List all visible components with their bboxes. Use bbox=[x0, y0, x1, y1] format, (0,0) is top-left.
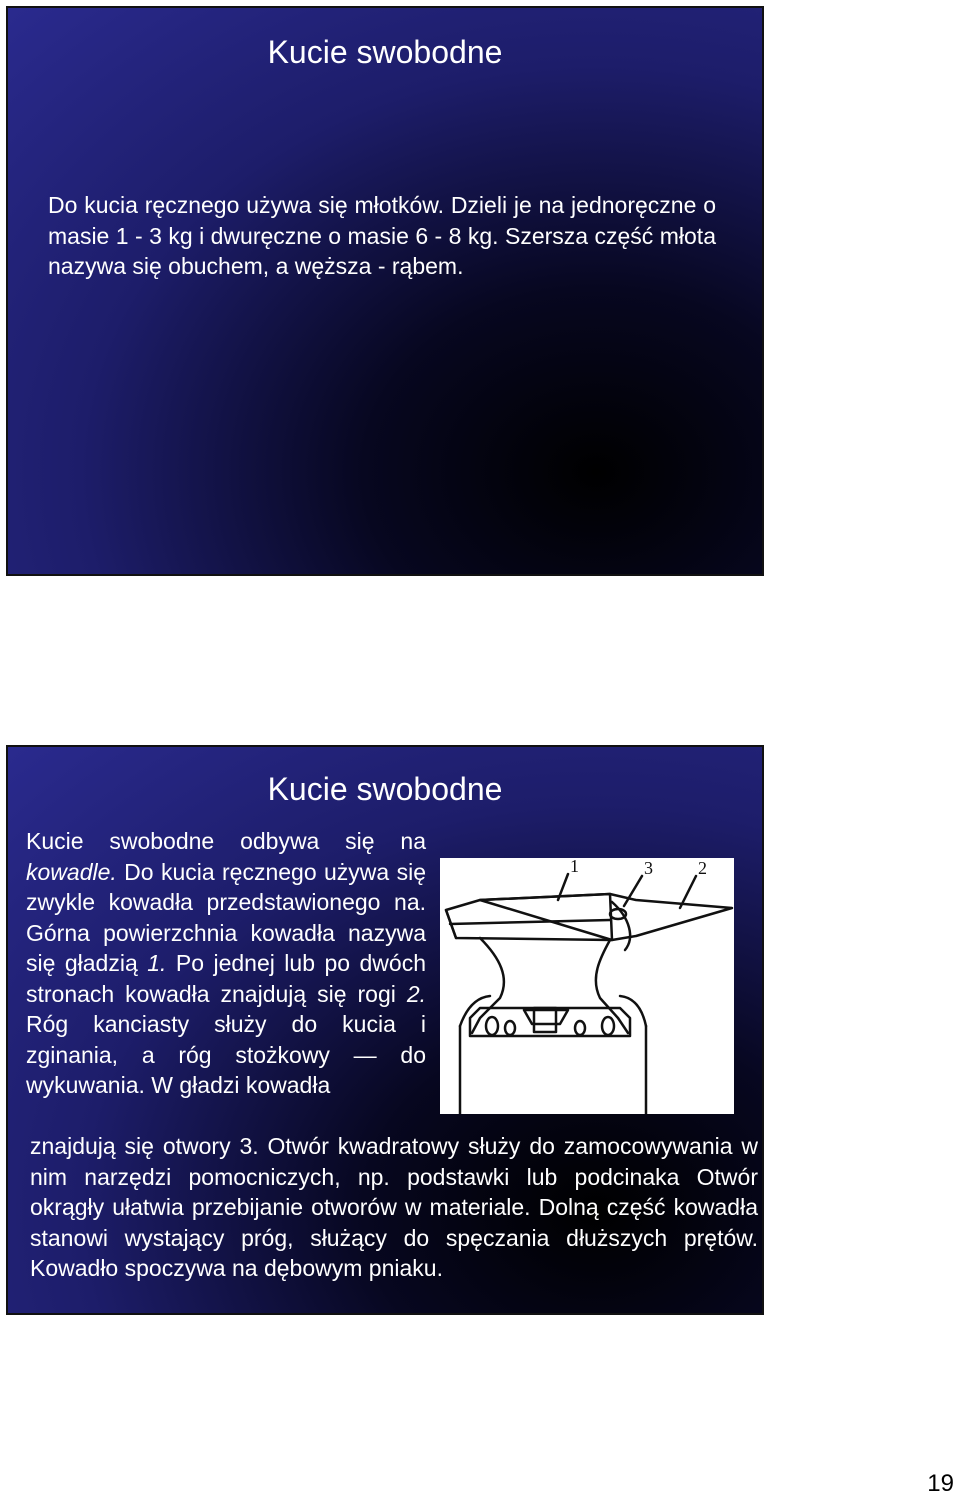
anvil-figure bbox=[440, 858, 734, 1114]
text-part-italic: 2. bbox=[406, 980, 426, 1007]
slide-1 bbox=[6, 6, 764, 576]
slide-body-text: Do kucia ręcznego używa się młotków. Dzieli je na jednoręczne o masie 1 - 3 kg i dwuręczne o masie 6 - 8 kg. Szersza część młota nazywa się obuchem, a węższa - rąbem. bbox=[48, 192, 716, 279]
figure-label-1: 1 bbox=[570, 858, 579, 876]
text-part-italic: kowadle. bbox=[26, 858, 117, 885]
slide-body-text-full: znajdują się otwory 3. Otwór kwadratowy służy do zamocowywania w nim narzędzi pomocniczych, np. podstawki lub podcinaka Otwór okrągły ułatwia przebijanie otworów w materiale. Dolną część kowadła stanowi wystający próg, służący do spęczania dłuższych prętów. Kowadło spoczywa na dębowym pniaku. bbox=[30, 1133, 758, 1281]
slide-title: Kucie swobodne bbox=[267, 771, 503, 807]
slide-title: Kucie swobodne bbox=[267, 34, 503, 70]
figure-label-3: 3 bbox=[644, 858, 653, 878]
anvil-illustration-icon bbox=[440, 858, 734, 1114]
text-part: Do kucia ręcznego używa się zwykle kowadła przedstawionego na. Górna powierzchnia kowadła nazywa się gładzią bbox=[26, 858, 426, 976]
text-part: Róg kanciasty służy do kucia i zginania, a róg stożkowy — do wykuwania. W gładzi kowadła bbox=[26, 1011, 426, 1098]
slide-2 bbox=[6, 745, 764, 1315]
text-part: Po jednej lub po dwóch stronach kowadła znajdują się rogi bbox=[26, 950, 426, 1007]
figure-label-2: 2 bbox=[698, 858, 707, 878]
text-part: Kucie swobodne odbywa się na bbox=[26, 828, 426, 854]
page-number: 19 bbox=[927, 1470, 954, 1497]
text-part-italic: 1. bbox=[147, 950, 167, 976]
slide-body-text-wrapped bbox=[26, 826, 426, 1101]
